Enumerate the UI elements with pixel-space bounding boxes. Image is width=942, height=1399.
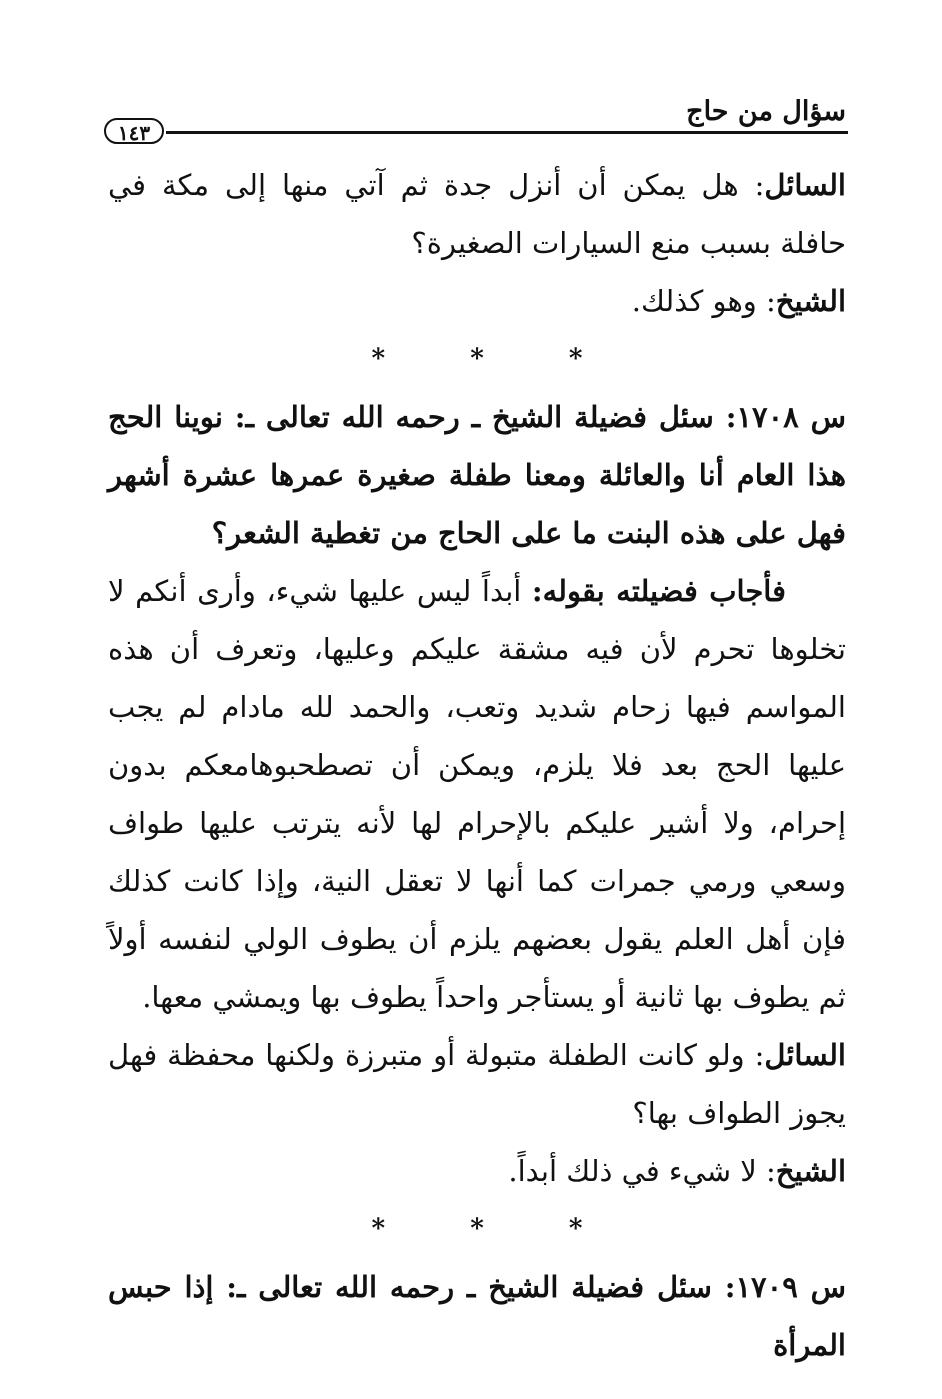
question-1708 — [108, 388, 846, 562]
question-1709 — [108, 1258, 846, 1374]
page-header — [100, 96, 848, 146]
answer-text: أبداً ليس عليها شيء، وأرى أنكم لا تخلوها تحرم لأن فيه مشقة عليكم وعليها، وتعرف أن هذه المواسم فيها زحام شديد وتعب، والحمد لله مادام لم يجب عليها الحج بعد فلا يلزم، ويمكن أن تصطحبوهامعكم بدون إحرام، ولا أشير عليكم بالإحرام لها لأنه يترتب عليها طواف وسعي ورمي جمرات كما أنها لا تعقل النية، وإذا كانت كذلك فإن أهل العلم يقول بعضهم يلزم أن يطوف الولي لنفسه أولاً ثم يطوف بها ثانية أو يستأجر واحداً يطوف بها ويمشي معها. — [108, 574, 846, 1014]
section-separator: * * * — [371, 344, 621, 374]
sheikh-text: : وهو كذلك. — [631, 284, 776, 318]
answer-paragraph — [108, 562, 846, 1026]
page-number: ١٤٣ — [104, 118, 164, 144]
sheikh-text: : لا شيء في ذلك أبداً. — [508, 1154, 776, 1188]
sheikh-line-2 — [108, 1142, 846, 1200]
question-text: إذا حبس المرأة — [108, 1270, 846, 1362]
speaker-label: السائل — [764, 168, 846, 202]
speaker-label: الشيخ — [775, 1154, 846, 1188]
questioner-line — [108, 156, 846, 272]
header-rule — [166, 131, 848, 134]
sheikh-line — [108, 272, 846, 330]
question-text: نوينا الحج هذا العام أنا والعائلة ومعنا طفلة صغيرة عمرها عشرة أشهر فهل على هذه البنت ما على الحاج من تغطية الشعر؟ — [108, 400, 846, 550]
speaker-label: السائل — [764, 1038, 846, 1072]
questioner-line-2 — [108, 1026, 846, 1142]
speaker-label: الشيخ — [775, 284, 846, 318]
page-body — [108, 156, 846, 1374]
questioner-text: : هل يمكن أن أنزل جدة ثم آتي منها إلى مكة في حافلة بسبب منع السيارات الصغيرة؟ — [108, 168, 846, 260]
running-title: سؤال من حاج — [686, 96, 846, 127]
questioner-text: : ولو كانت الطفلة متبولة أو متبرزة ولكنها محفظة فهل يجوز الطواف بها؟ — [108, 1038, 846, 1130]
question-label: س ١٧٠٩: سئل فضيلة الشيخ ـ رحمه الله تعالى ـ: — [226, 1270, 846, 1304]
question-label: س ١٧٠٨: سئل فضيلة الشيخ ـ رحمه الله تعالى ـ: — [234, 400, 846, 434]
answer-intro: فأجاب فضيلته بقوله: — [531, 574, 786, 608]
section-separator-2: * * * — [371, 1214, 621, 1244]
